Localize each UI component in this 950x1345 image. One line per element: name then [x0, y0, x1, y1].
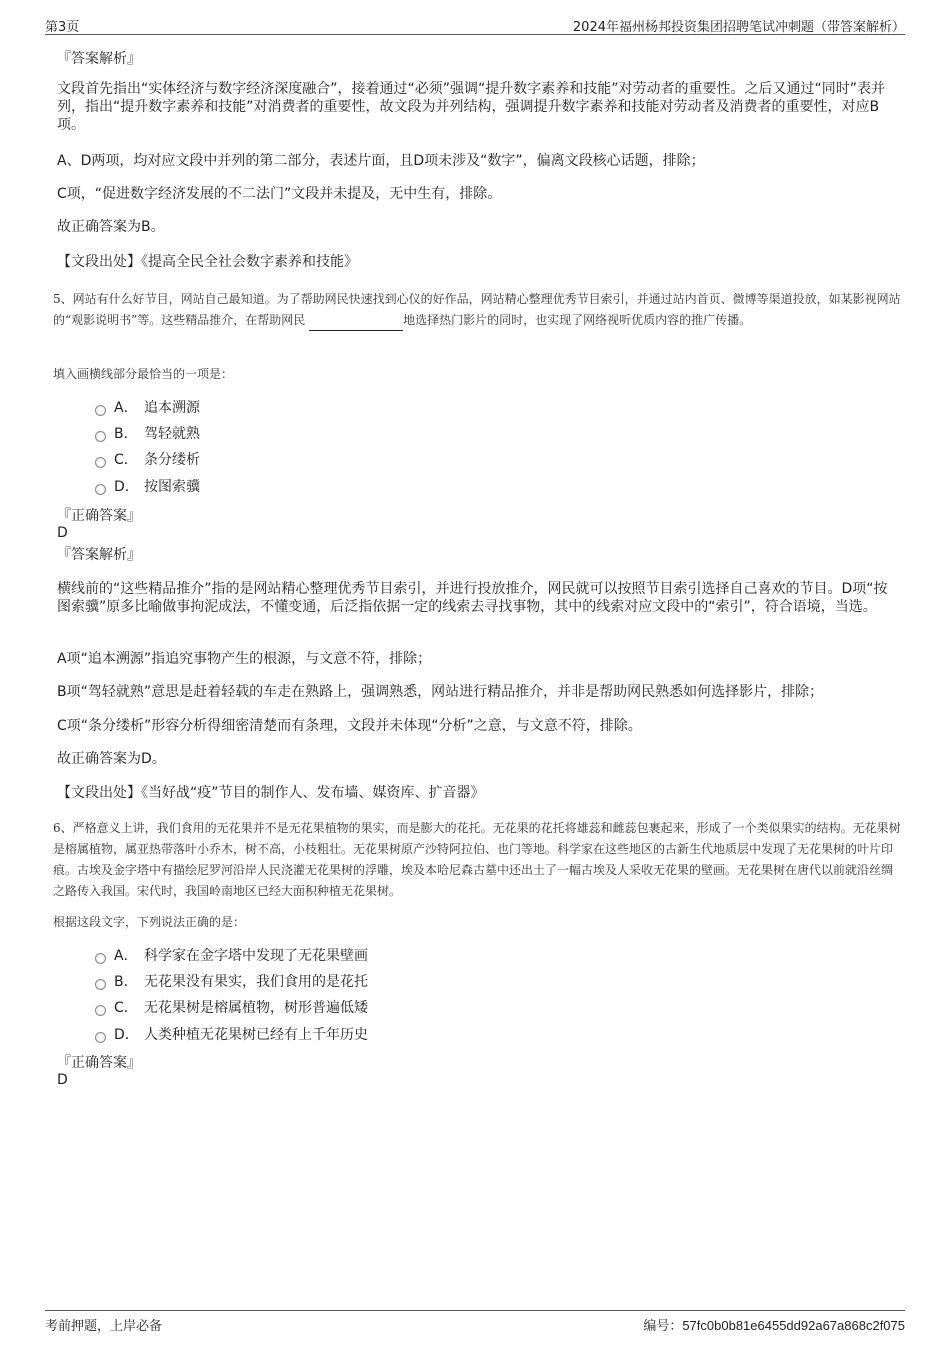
q5-option-a[interactable]: A． 追本溯源	[95, 398, 200, 418]
q4-analysis-p4: 故正确答案为B。	[57, 219, 165, 235]
footer-slogan: 考前押题，上岸必备	[45, 1319, 163, 1334]
q4-analysis-p3: C项，“促进数字经济发展的不二法门”文段并未提及，无中生有，排除。	[57, 186, 502, 202]
q5-analysis-p4: C项“条分缕析”形容分析得细密清楚而有条理，文段并未体现“分析”之意，与文意不符，排除。	[57, 718, 642, 734]
q5-analysis-p1: 横线前的“这些精品推介”指的是网站精心整理优秀节目索引，并进行投放推介，网民就可以按照节目索引选择自己喜欢的节目。D项“按图索骥”原多比喻做事拘泥成法，不懂变通，后泛指依据一定的线索去寻找事物，其中的线索对应文段中的“索引”，符合语境，当选。	[57, 581, 888, 615]
q5-prompt: 填入画横线部分最恰当的一项是：	[53, 367, 234, 381]
q5-option-d[interactable]: D． 按图索骥	[95, 477, 200, 497]
q5-stem-part-b: 地选择热门影片的同时，也实现了网络视听优质内容的推广传播。	[403, 313, 752, 327]
q6-correct-label: 『正确答案』	[57, 1055, 141, 1071]
radio-icon[interactable]	[95, 1032, 106, 1043]
footer-code	[643, 1315, 905, 1334]
q6-prompt: 根据这段文字，下列说法正确的是：	[53, 915, 246, 929]
page-footer	[45, 1310, 905, 1333]
q4-analysis-p1: 文段首先指出“实体经济与数字经济深度融合”，接着通过“必须”强调“提升数字素养和技能”对劳动者的重要性。之后又通过“同时”表并列，指出“提升数字素养和技能”对消费者的重要性，故文段为并列结构，强调提升数字素养和技能对劳动者及消费者的重要性，对应B项。	[57, 81, 886, 133]
q6-option-a[interactable]: A． 科学家在金字塔中发现了无花果壁画	[95, 946, 368, 966]
radio-icon[interactable]	[95, 1005, 106, 1016]
q6-stem: 6、严格意义上讲，我们食用的无花果并不是无花果植物的果实，而是膨大的花托。无花果的花托将雄蕊和雌蕊包裹起来，形成了一个类似果实的结构。无花果树是榕属植物，属亚热带落叶小乔木，树不高，小枝粗壮。无花果树原产沙特阿拉伯、也门等地。科学家在这些地区的古新生代地质层中发现了无花果树的叶片印痕。古埃及金字塔中有描绘尼罗河沿岸人民浇灌无花果树的浮雕，埃及本哈尼森古墓中还出土了一幅古埃及人采收无花果的壁画。无花果树在唐代以前就沿丝绸之路传入我国。宋代时，我国岭南地区已经大面积种植无花果树。	[53, 821, 901, 898]
q5-option-c[interactable]: C． 条分缕析	[95, 450, 200, 470]
page-header	[45, 14, 905, 35]
q6-option-b[interactable]: B． 无花果没有果实，我们食用的是花托	[95, 972, 368, 992]
q5-correct-label: 『正确答案』	[57, 508, 141, 524]
q6-option-d[interactable]: D． 人类种植无花果树已经有上千年历史	[95, 1025, 368, 1045]
radio-icon[interactable]	[95, 457, 106, 468]
q5-analysis-p2: A项“追本溯源”指追究事物产生的根源，与文意不符，排除；	[57, 651, 432, 667]
q5-analysis-p5: 故正确答案为D。	[57, 751, 166, 767]
q6-option-c[interactable]: C． 无花果树是榕属植物，树形普遍低矮	[95, 998, 368, 1018]
q5-correct-answer: D	[57, 525, 68, 541]
footer-code-value: 57fc0b0b81e6455dd92a67a868c2f075	[682, 1318, 905, 1333]
q5-analysis-label: 『答案解析』	[57, 547, 141, 563]
q5-source: 【文段出处】《当好战“疫”节目的制作人、发布墙、媒资库、扩音器》	[57, 785, 485, 801]
radio-icon[interactable]	[95, 484, 106, 495]
q4-analysis-p2: A、D两项，均对应文段中并列的第二部分，表述片面，且D项未涉及“数字”，偏离文段核心话题，排除；	[57, 153, 705, 169]
footer-code-label: 编号：	[643, 1319, 683, 1334]
document-title: 2024年福州杨邦投资集团招聘笔试冲刺题（带答案解析）	[572, 20, 905, 35]
q5-analysis-p3: B项“驾轻就熟”意思是赶着轻载的车走在熟路上，强调熟悉，网站进行精品推介，并非是帮助网民熟悉如何选择影片，排除；	[57, 684, 824, 700]
radio-icon[interactable]	[95, 431, 106, 442]
radio-icon[interactable]	[95, 405, 106, 416]
radio-icon[interactable]	[95, 953, 106, 964]
q5-stem	[53, 289, 903, 331]
q4-source: 【文段出处】《提高全民全社会数字素养和技能》	[57, 254, 358, 270]
radio-icon[interactable]	[95, 979, 106, 990]
q5-blank	[309, 317, 403, 331]
page-number: 第3页	[45, 20, 80, 35]
q5-stem-part-a: 5、网站有什么好节目，网站自己最知道。为了帮助网民快速找到心仪的好作品，网站精心整理优秀节目索引，并通过站内首页、微博等渠道投放，如某影视网站的“观影说明书”等。这些精品推介，在帮助网民	[53, 292, 901, 327]
q5-option-b[interactable]: B． 驾轻就熟	[95, 424, 200, 444]
q4-analysis-label: 『答案解析』	[57, 51, 141, 67]
q6-correct-answer: D	[57, 1072, 68, 1088]
